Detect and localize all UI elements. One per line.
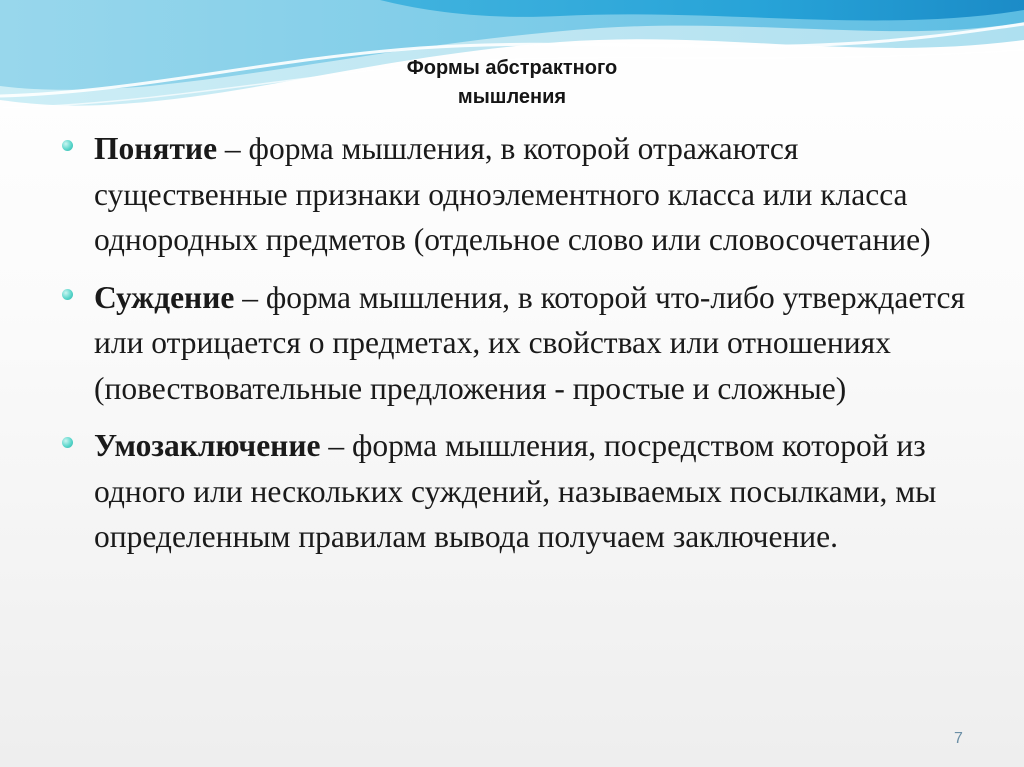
slide-title [300,54,724,112]
bullet-term: Понятие [94,131,218,166]
bullet-list [62,126,992,572]
bullet-dot-icon [62,140,73,151]
bullet-dot-icon [62,437,73,448]
page-number: 7 [954,730,963,747]
slide-title-line-1: Формы абстрактного [406,57,618,79]
bullet-item-ponyatie [62,126,992,263]
bullet-item-suzhdenie [62,275,992,412]
bullet-term: Суждение [94,279,235,315]
bullet-dot-icon [62,289,73,300]
bullet-definition: – форма мышления, в которой отражаются существенные признаки одноэлементного класса или класса однородных предметов (отдельное слово или словосочетание) [94,131,931,257]
bullet-definition: – форма мышления, посредством которой из одного или нескольких суждений, называемых посылками, мы определенным правилам вывода получаем заключение. [94,428,937,554]
bullet-term: Умозаключение [94,428,321,463]
slide-title-line-2: мышления [457,86,567,108]
bullet-definition: – форма мышления, в которой что-либо утверждается или отрицается о предметах, их свойствах или отношениях (повествовательные предложения - простые и сложные) [94,279,965,406]
bullet-item-umozaklyuchenie [62,423,992,560]
